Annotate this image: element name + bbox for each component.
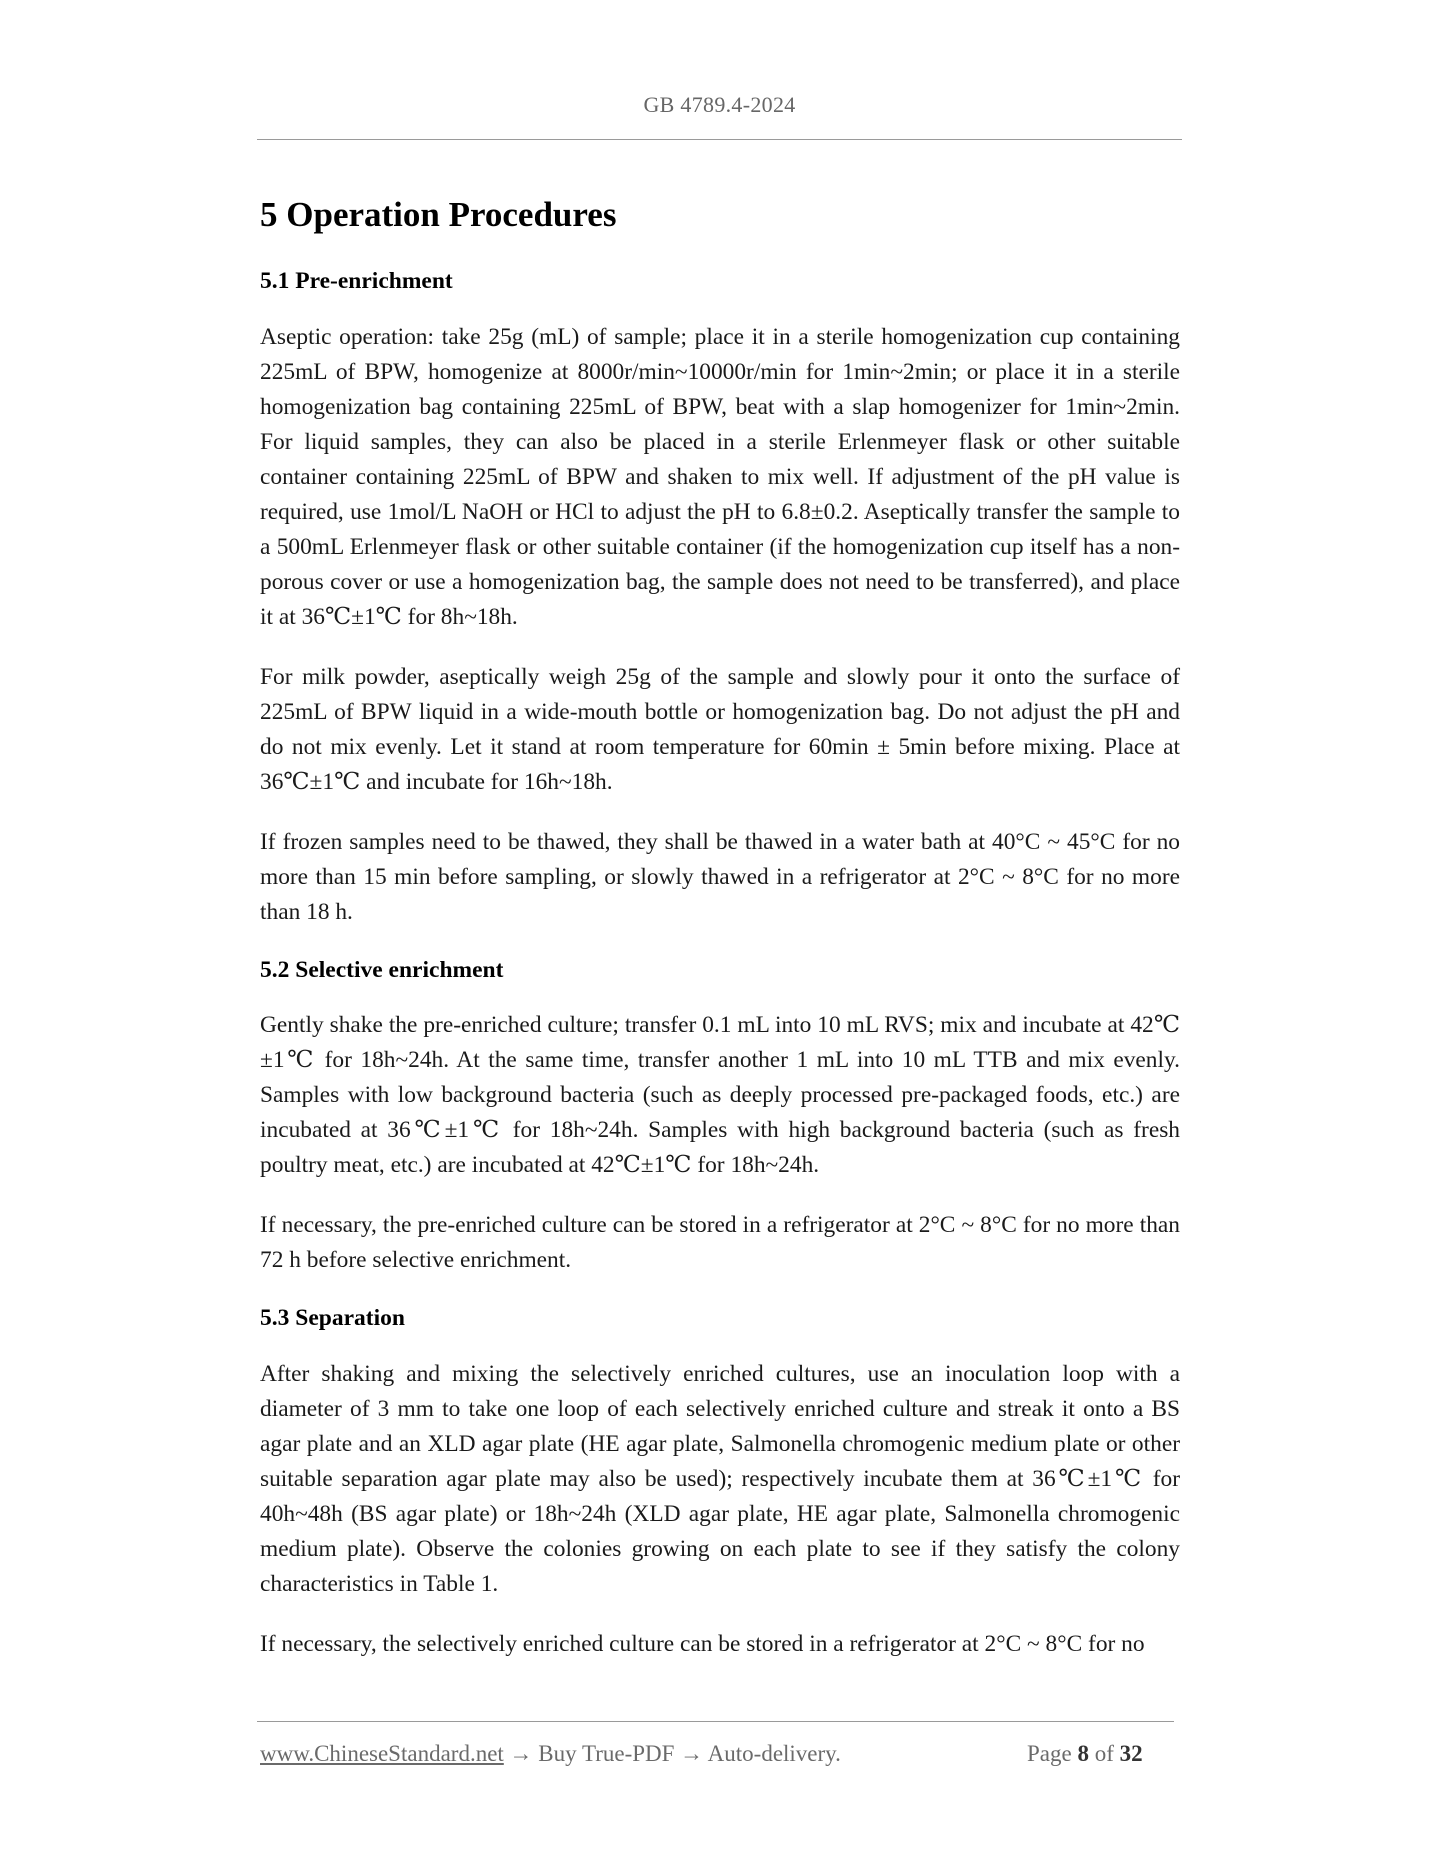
- page-of-label: of: [1094, 1741, 1114, 1766]
- page-label: Page: [1027, 1741, 1072, 1766]
- footer-promo: [260, 1741, 841, 1767]
- subsection-title-pre-enrichment: 5.1 Pre-enrichment: [260, 268, 453, 294]
- subsection-title-separation: 5.3 Separation: [260, 1305, 405, 1332]
- paragraph: Gently shake the pre-enriched culture; transfer 0.1 mL into 10 mL RVS; mix and incubate at 42℃±1℃ for 18h~24h. At the same time, transfer another 1 mL into 10 mL TTB and mix evenly. Samples with low background bacteria (such as deeply processed pre-packaged foods, etc.) are incubated at 36℃±1℃ for 18h~24h. Samples with high background bacteria (such as fresh poultry meat, etc.) are incubated at 42℃±1℃ for 18h~24h.: [260, 1012, 1180, 1179]
- page-content: [260, 194, 1180, 1687]
- paragraph: Aseptic operation: take 25g (mL) of sample; place it in a sterile homogenization cup containing 225mL of BPW, homogenize at 8000r/min~10000r/min for 1min~2min; or place it in a sterile homogenization bag containing 225mL of BPW, beat with a slap homogenizer for 1min~2min. For liquid samples, they can also be placed in a sterile Erlenmeyer flask or other suitable container containing 225mL of BPW and shaken to mix well. If adjustment of the pH value is required, use 1mol/L NaOH or HCl to adjust the pH to 6.8±0.2. Aseptically transfer the sample to a 500mL Erlenmeyer flask or other suitable container (if the homogenization cup itself has a non-porous cover or use a homogenization bag, the sample does not need to be transferred), and place it at 36℃±1℃ for 8h~18h.: [260, 323, 1180, 630]
- footer-promo-text: → Buy True-PDF → Auto-delivery.: [503, 1741, 841, 1766]
- paragraph: If necessary, the pre-enriched culture can be stored in a refrigerator at 2°C ~ 8°C for no more than 72 h before selective enrichment.: [260, 1212, 1180, 1274]
- subsection-title-selective-enrichment: 5.2 Selective enrichment: [260, 956, 504, 983]
- page-number: [1027, 1741, 1143, 1767]
- paragraph: If frozen samples need to be thawed, they shall be thawed in a water bath at 40°C ~ 45°C for no more than 15 min before sampling, or slowly thawed in a refrigerator at 2°C ~ 8°C for no more than 18 h.: [260, 828, 1180, 925]
- header-divider: [257, 139, 1182, 140]
- paragraph: If necessary, the selectively enriched culture can be stored in a refrigerator at 2°C ~ 8°C for no: [260, 1630, 1145, 1657]
- paragraph: After shaking and mixing the selectively enriched cultures, use an inoculation loop with a diameter of 3 mm to take one loop of each selectively enriched culture and streak it onto a BS agar plate and an XLD agar plate (HE agar plate, Salmonella chromogenic medium plate or other suitable separation agar plate may also be used); respectively incubate them at 36℃±1℃ for 40h~48h (BS agar plate) or 18h~24h (XLD agar plate, HE agar plate, Salmonella chromogenic medium plate). Observe the colonies growing on each plate to see if they satisfy the colony characteristics in Table 1.: [260, 1360, 1180, 1597]
- page-total: 32: [1119, 1741, 1143, 1766]
- paragraph: For milk powder, aseptically weigh 25g of the sample and slowly pour it onto the surface of 225mL of BPW liquid in a wide-mouth bottle or homogenization bag. Do not adjust the pH and do not mix evenly. Let it stand at room temperature for 60min ± 5min before mixing. Place at 36℃±1℃ and incubate for 16h~18h.: [260, 663, 1180, 795]
- website-link[interactable]: www.ChineseStandard.net: [260, 1741, 504, 1766]
- document-code-header: GB 4789.4-2024: [643, 92, 796, 117]
- footer-divider: [257, 1721, 1174, 1722]
- section-title: 5 Operation Procedures: [260, 195, 617, 234]
- page-current: 8: [1077, 1741, 1089, 1766]
